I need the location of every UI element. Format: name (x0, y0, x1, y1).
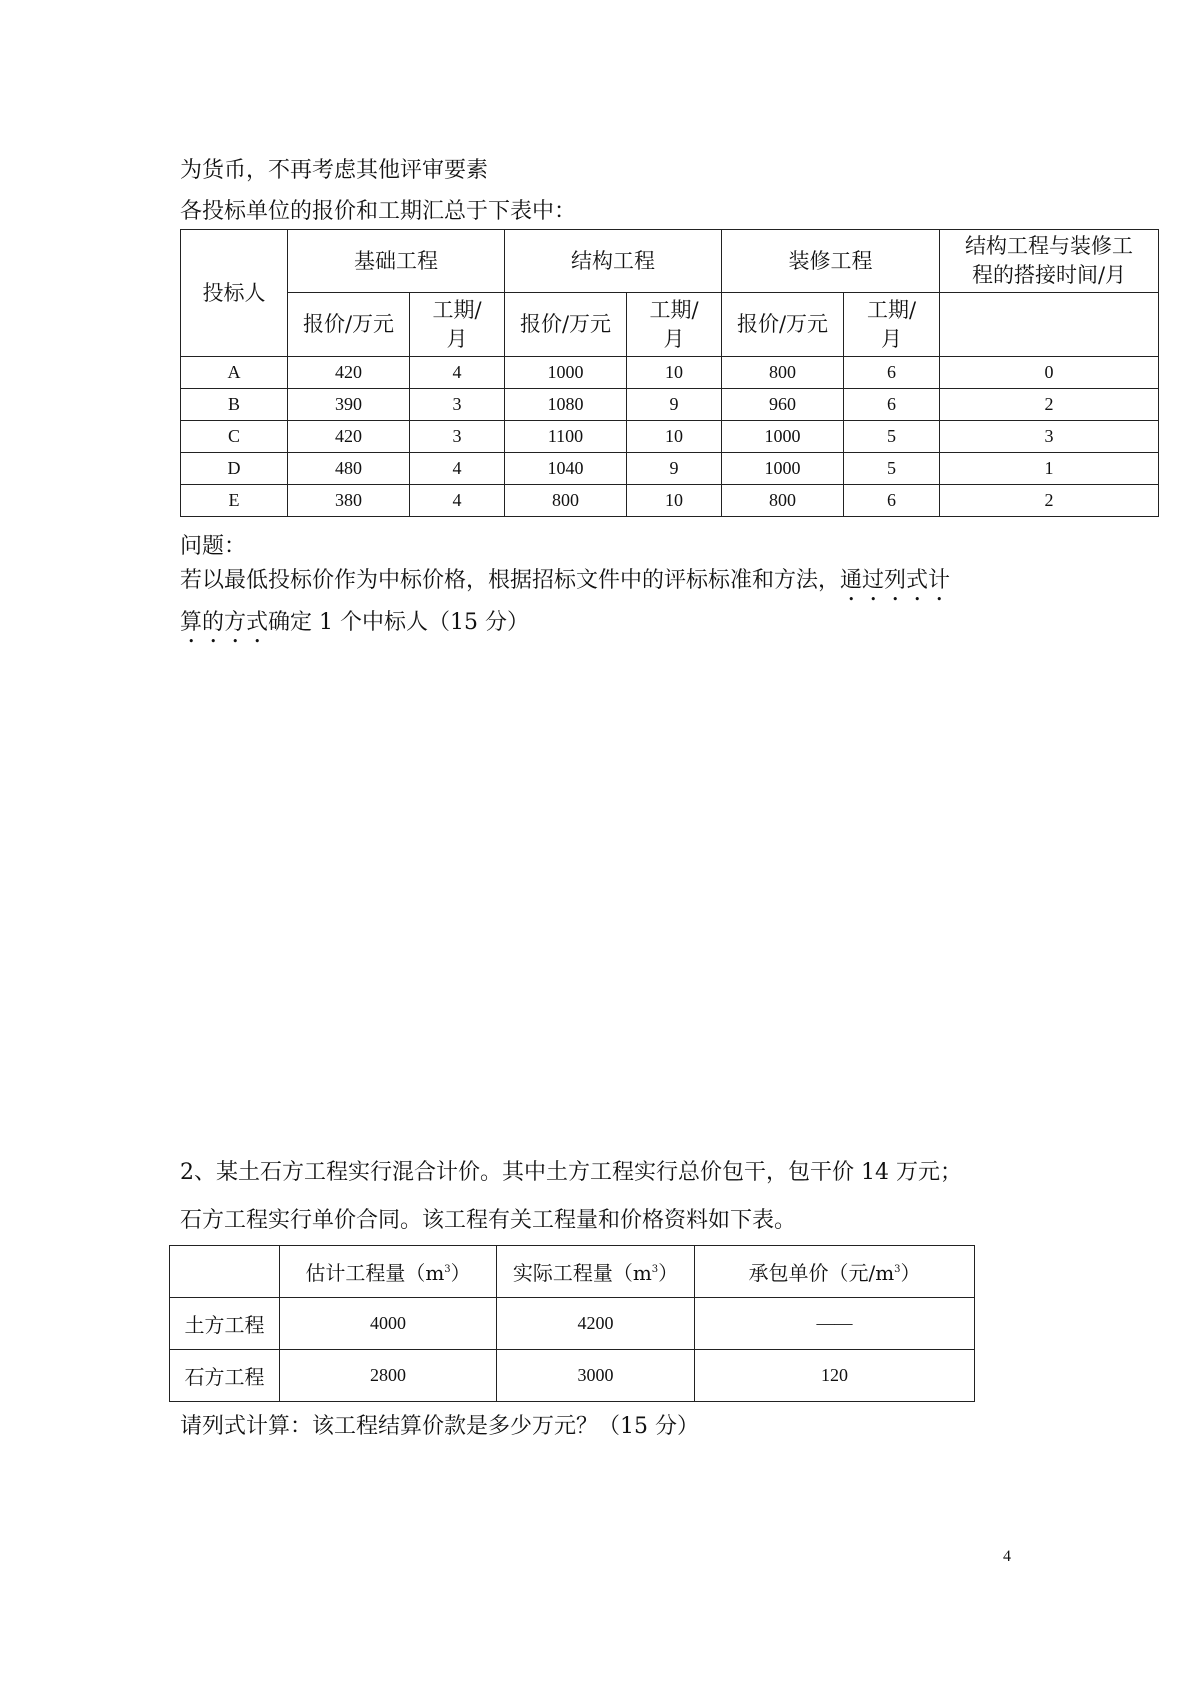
cell: 6 (844, 389, 940, 421)
table-row (181, 357, 1159, 389)
cell: 800 (505, 485, 627, 517)
header-overlap-line-2: 程的搭接时间/月 (971, 263, 1127, 287)
cell: D (181, 453, 288, 485)
unit-sup: 3 (894, 1264, 901, 1275)
header-actual-text: 实际工程量（ (512, 1261, 633, 1285)
earthwork-table (169, 1245, 975, 1402)
unit-m: m (425, 1261, 445, 1285)
question-emphasis-a: 通过列式计 (840, 568, 951, 593)
cell: A (181, 357, 288, 389)
header-actual (497, 1246, 695, 1298)
question-heading: 问题： (180, 534, 247, 559)
cell: 4 (410, 485, 505, 517)
cell: 1080 (505, 389, 627, 421)
row-name: 土方工程 (170, 1298, 280, 1350)
cell: 1100 (505, 421, 627, 453)
problem2-line-1: 2、某土石方工程实行混合计价。其中土方工程实行总价包干，包干价 14 万元； (180, 1160, 962, 1185)
cell: 10 (627, 485, 722, 517)
header-unit-price (695, 1246, 975, 1298)
cell: 4 (410, 453, 505, 485)
cell: 2 (940, 485, 1159, 517)
unit-m: m (632, 1261, 652, 1285)
unit-sup: 3 (444, 1264, 451, 1275)
question-text-a: 若以最低投标价作为中标价格，根据招标文件中的评标标准和方法， (180, 568, 841, 593)
period-l1: 工期/ (432, 297, 482, 322)
unit-m: m (875, 1261, 895, 1285)
cell: 9 (627, 389, 722, 421)
sub-structure-period (627, 293, 722, 357)
cell: 1040 (505, 453, 627, 485)
header-overlap-line-1: 结构工程与装修工 (965, 234, 1133, 258)
cell: 0 (940, 357, 1159, 389)
row-name: 石方工程 (170, 1350, 280, 1402)
cell: 3 (410, 389, 505, 421)
period-l1: 工期/ (649, 297, 699, 322)
cell-actual: 3000 (497, 1350, 695, 1402)
cell: 2 (940, 389, 1159, 421)
table-row (170, 1350, 975, 1402)
header-unit-price-text: 承包单价（元/ (748, 1261, 876, 1285)
cell-price: 120 (695, 1350, 975, 1402)
bid-rows (181, 357, 1159, 517)
table-row (181, 485, 1159, 517)
header-empty (170, 1246, 280, 1298)
table-row (181, 389, 1159, 421)
period-l1: 工期/ (866, 297, 917, 322)
cell: B (181, 389, 288, 421)
period-l2: 月 (446, 326, 468, 351)
question-line-1 (180, 566, 950, 606)
header-overlap (940, 230, 1159, 293)
question-emphasis-b: 算的方式 (180, 610, 269, 635)
sub-decoration-price: 报价/万元 (722, 293, 844, 357)
page-number: 4 (1003, 1548, 1011, 1565)
cell: 1000 (505, 357, 627, 389)
cell: C (181, 421, 288, 453)
cell: 380 (288, 485, 410, 517)
cell: E (181, 485, 288, 517)
table-row (170, 1298, 975, 1350)
close-paren: ） (658, 1261, 679, 1285)
cell: 1000 (722, 453, 844, 485)
cell: 960 (722, 389, 844, 421)
cell: 800 (722, 357, 844, 389)
cell: 10 (627, 357, 722, 389)
sub-foundation-period (410, 293, 505, 357)
cell: 3 (940, 421, 1159, 453)
question-line-2 (180, 608, 529, 648)
header-decoration: 装修工程 (722, 230, 940, 293)
cell: 6 (844, 485, 940, 517)
table-row (181, 421, 1159, 453)
cell: 5 (844, 421, 940, 453)
header-estimated-text: 估计工程量（ (305, 1261, 426, 1285)
cell: 420 (288, 421, 410, 453)
cell-estimated: 2800 (280, 1350, 497, 1402)
intro-line-1: 为货币，不再考虑其他评审要素 (180, 158, 489, 183)
close-paren: ） (900, 1261, 921, 1285)
header-bidder: 投标人 (181, 230, 288, 357)
cell: 5 (844, 453, 940, 485)
intro-line-2: 各投标单位的报价和工期汇总于下表中： (180, 199, 577, 224)
sub-decoration-period (844, 293, 940, 357)
cell: 9 (627, 453, 722, 485)
period-l2: 月 (881, 326, 902, 351)
cell-price: —— (695, 1298, 975, 1350)
cell-actual: 4200 (497, 1298, 695, 1350)
cell: 6 (844, 357, 940, 389)
unit-sup: 3 (651, 1264, 659, 1275)
problem2-line-2: 石方工程实行单价合同。该工程有关工程量和价格资料如下表。 (180, 1208, 797, 1233)
cell: 3 (410, 421, 505, 453)
period-l2: 月 (663, 326, 685, 351)
cell: 800 (722, 485, 844, 517)
cell: 10 (627, 421, 722, 453)
cell: 480 (288, 453, 410, 485)
cell: 1000 (722, 421, 844, 453)
sub-overlap-empty (940, 293, 1159, 357)
cell: 1 (940, 453, 1159, 485)
cell: 390 (288, 389, 410, 421)
header-structure: 结构工程 (505, 230, 722, 293)
cell-estimated: 4000 (280, 1298, 497, 1350)
problem2-question: 请列式计算：该工程结算价款是多少万元？（15 分） (180, 1414, 699, 1439)
cell: 420 (288, 357, 410, 389)
question-text-b: 确定 1 个中标人（15 分） (268, 610, 529, 635)
table-row (181, 453, 1159, 485)
header-foundation: 基础工程 (288, 230, 505, 293)
sub-foundation-price: 报价/万元 (288, 293, 410, 357)
close-paren: ） (450, 1261, 471, 1285)
sub-structure-price: 报价/万元 (505, 293, 627, 357)
bid-summary-table (180, 229, 1159, 517)
header-estimated (280, 1246, 497, 1298)
cell: 4 (410, 357, 505, 389)
